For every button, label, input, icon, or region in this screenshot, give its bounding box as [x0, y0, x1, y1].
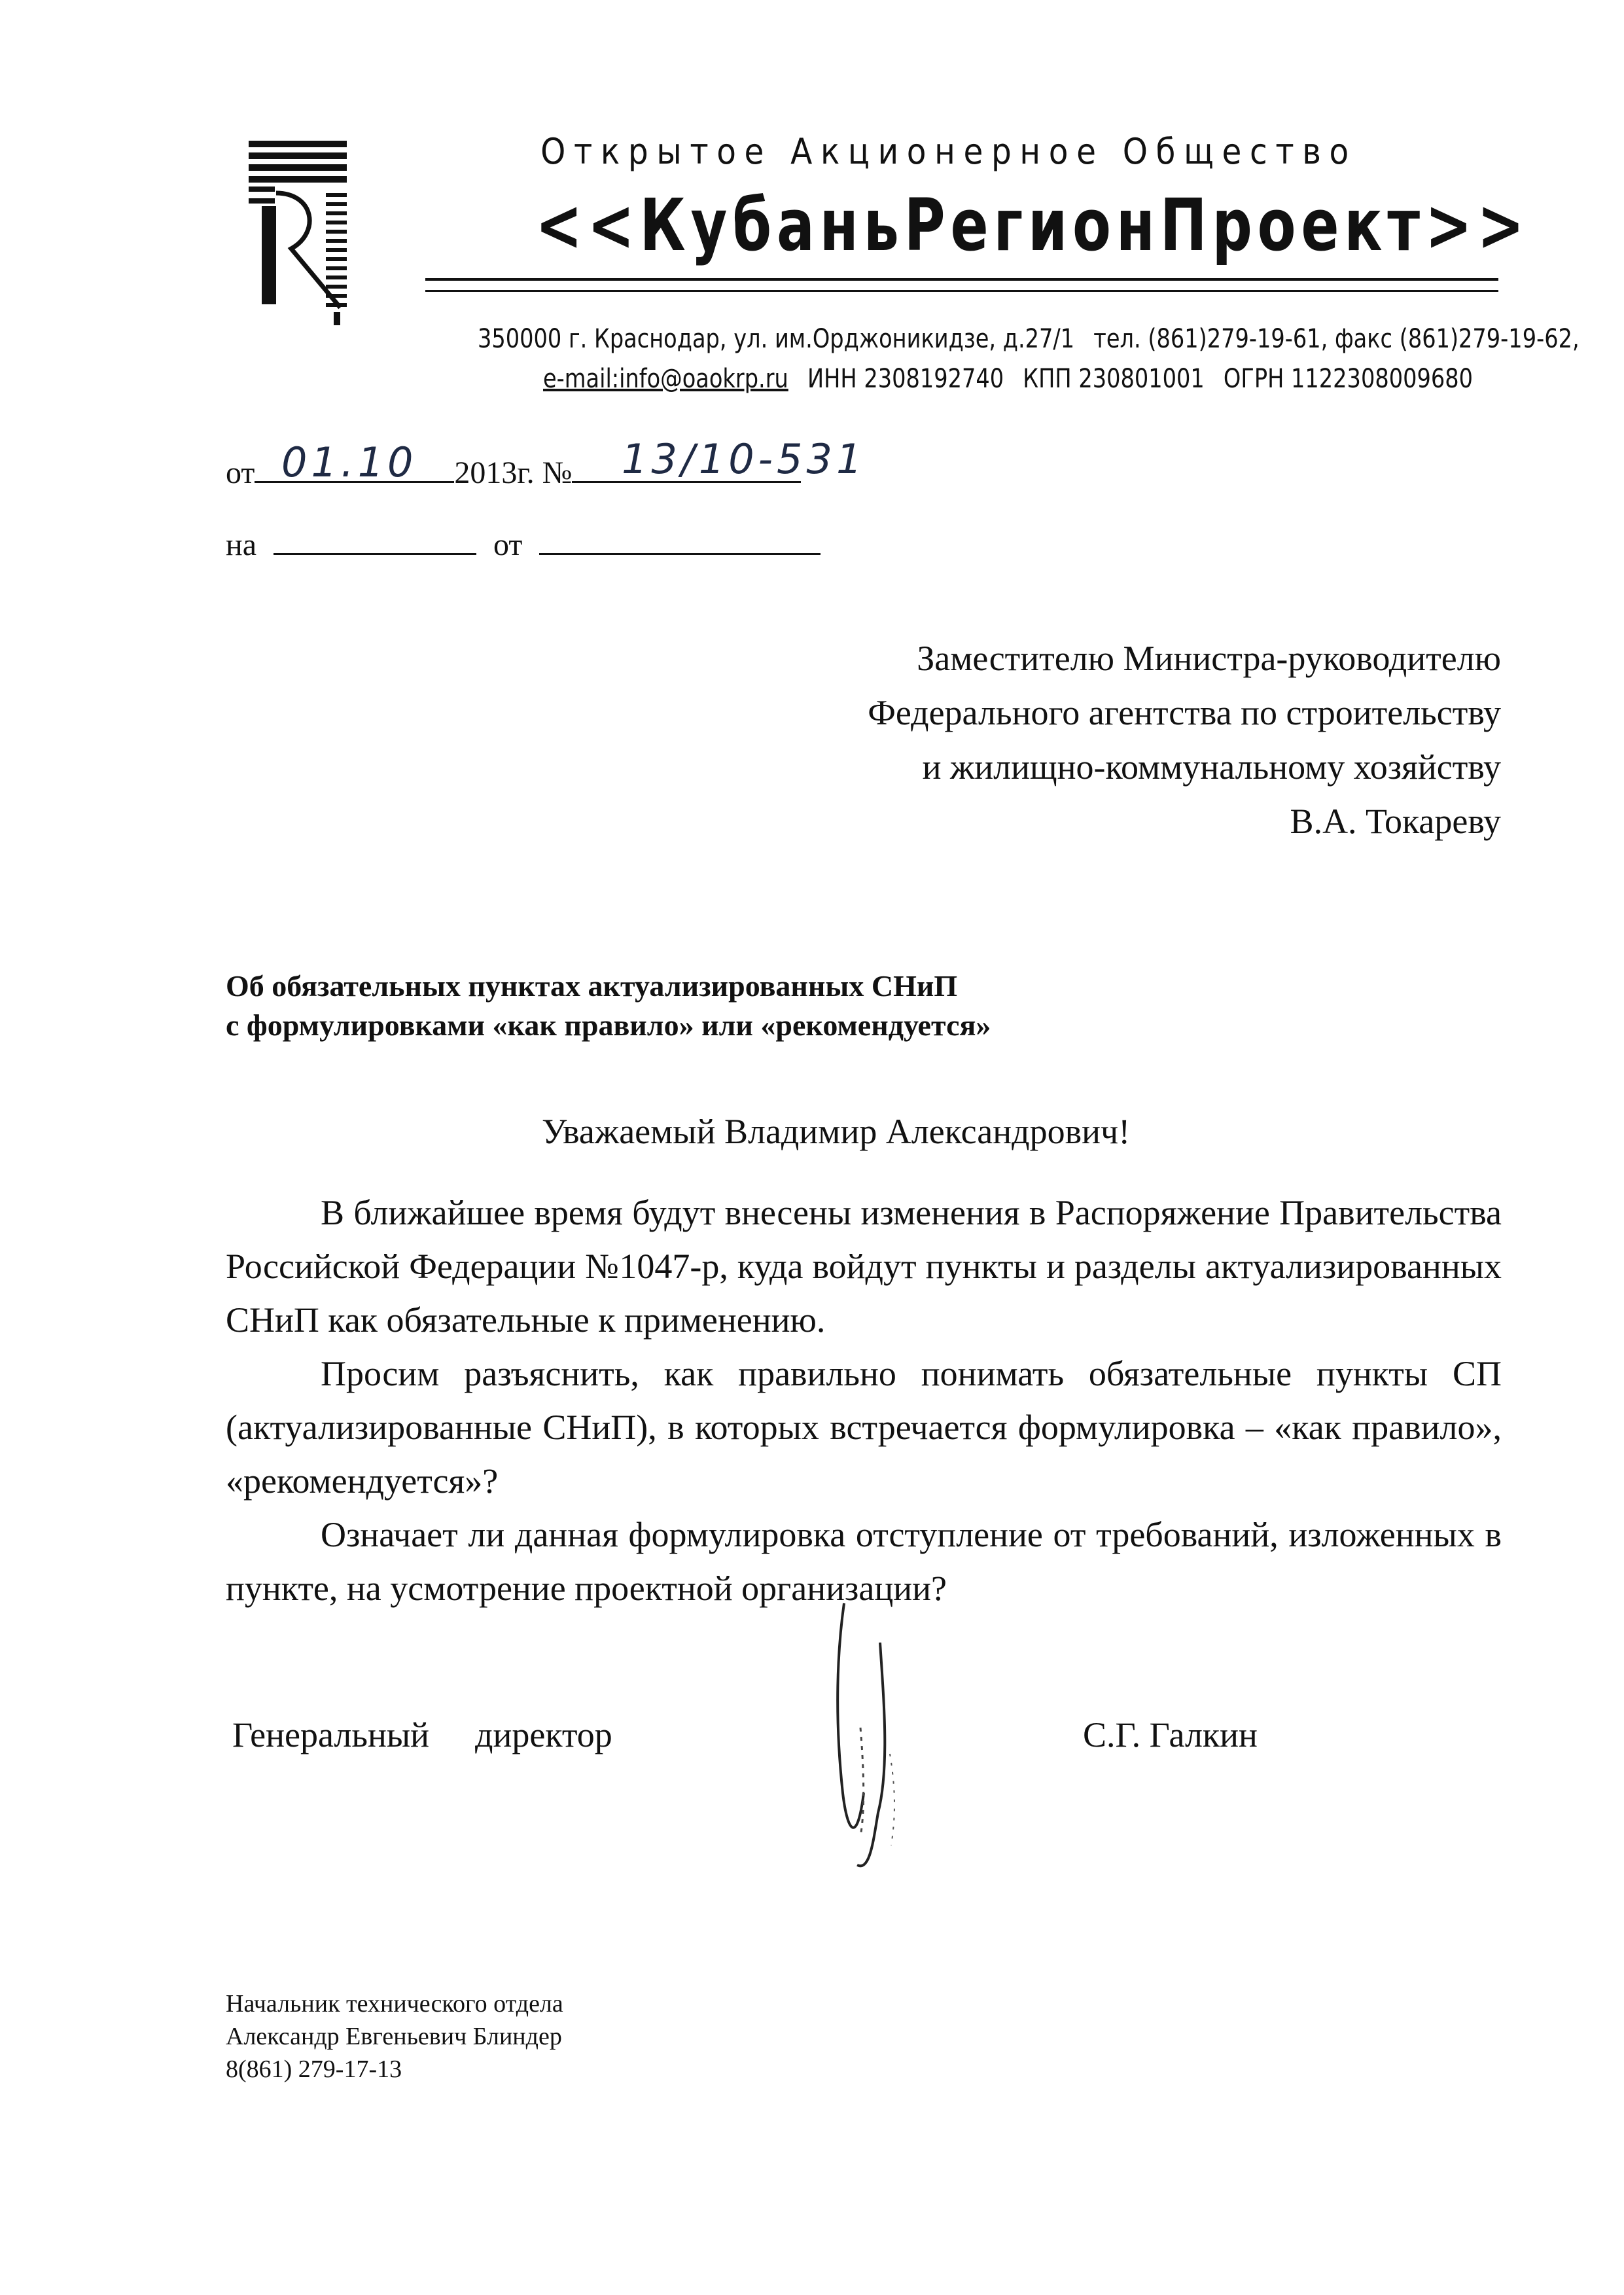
body-paragraph-1: В ближайшее время будут внесены изменения в Распоряжение Правительства Российской Федерации №1047-р, куда войдут пункты и разделы актуализированных СНиП как обязательные к применению. — [226, 1193, 1502, 1340]
on-field-line — [274, 552, 476, 555]
ogrn-text: ОГРН 1122308009680 — [1223, 364, 1473, 394]
header-divider-top — [425, 278, 1498, 281]
letter-body — [226, 1186, 1502, 1615]
subject-line-2: с формулировками «как правило» или «рекомендуется» — [226, 1008, 991, 1042]
handwritten-date: 01.10 — [281, 438, 417, 486]
org-name: <<КубаньРегионПроект>> — [535, 183, 1530, 267]
address-text: 350000 г. Краснодар, ул. им.Орджоникидзе, д.27/1 — [478, 324, 1075, 354]
subject-line-1: Об обязательных пунктах актуализированных СНиП — [226, 969, 958, 1003]
handwritten-signature — [818, 1597, 923, 1885]
ot-label: от — [493, 527, 523, 562]
body-paragraph-3: Означает ли данная формулировка отступление от требований, изложенных в пункте, на усмотрение проектной организации? — [226, 1515, 1502, 1608]
executor-phone: 8(861) 279-17-13 — [226, 2055, 402, 2083]
ot-field-line — [539, 552, 821, 555]
signatory-name: С.Г. Галкин — [1083, 1715, 1258, 1754]
header-divider-bottom — [425, 290, 1498, 292]
greeting: Уважаемый Владимир Александрович! — [542, 1112, 1131, 1151]
contacts-line-1 — [478, 324, 1591, 354]
email-link[interactable]: e-mail:info@oaokrp.ru — [543, 364, 788, 394]
addressee-name: В.А. Токареву — [1290, 802, 1501, 841]
org-type: Открытое Акционерное Общество — [540, 131, 1357, 172]
on-label: на — [226, 527, 256, 562]
addressee-line-2: Федерального агентства по строительству — [868, 693, 1501, 732]
handwritten-number: 13/10-531 — [622, 435, 866, 483]
contacts-line-2 — [543, 364, 1485, 394]
company-logo — [242, 141, 353, 330]
from-label: от — [226, 455, 255, 490]
signatory-position — [232, 1715, 612, 1755]
position-word-2: директор — [475, 1715, 612, 1754]
incoming-reference — [226, 527, 821, 563]
position-word-1: Генеральный — [232, 1715, 430, 1754]
addressee-line-1: Заместителю Министра-руководителю — [917, 639, 1501, 678]
executor-name: Александр Евгеньевич Блиндер — [226, 2023, 562, 2050]
addressee-line-3: и жилищно-коммунальному хозяйству — [922, 747, 1501, 787]
inn-text: ИНН 2308192740 — [807, 364, 1004, 394]
phone-fax-text: тел. (861)279-19-61, факс (861)279-19-62, — [1093, 324, 1580, 354]
body-paragraph-2: Просим разъяснить, как правильно понимать обязательные пункты СП (актуализированные СНиП), в которых встречается формулировка – «как правило», «рекомендуется»? — [226, 1354, 1502, 1501]
executor-position: Начальник технического отдела — [226, 1990, 563, 2018]
kpp-text: КПП 230801001 — [1023, 364, 1205, 394]
year-number-label: 2013г. № — [454, 455, 573, 490]
